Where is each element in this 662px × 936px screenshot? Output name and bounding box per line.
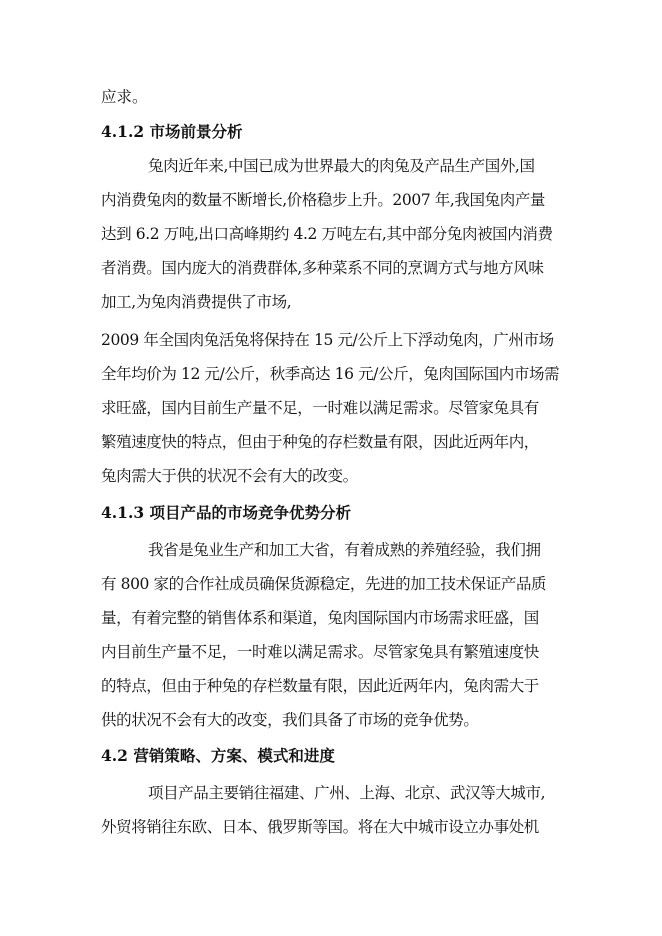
paragraph-line: 兔肉近年来,中国已成为世界最大的肉兔及产品生产国外,国: [148, 157, 535, 175]
paragraph-line: 量，有着完整的销售体系和渠道，兔肉国际国内市场需求旺盛，国: [101, 609, 539, 627]
paragraph-line: 内目前生产量不足，一时难以满足需求。尽管家兔具有繁殖速度快: [101, 643, 539, 661]
paragraph-line: 2009 年全国肉兔活兔将保持在 15 元/公斤上下浮动兔肉，广州市场: [101, 331, 554, 349]
paragraph-line: 项目产品主要销往福建、广州、上海、北京、武汉等大城市,: [148, 784, 546, 802]
paragraph-line: 我省是兔业生产和加工大省，有着成熟的养殖经验，我们拥: [148, 541, 541, 559]
paragraph-line: 求旺盛，国内目前生产量不足，一时难以满足需求。尽管家兔具有: [101, 399, 539, 417]
paragraph-line: 应求。: [101, 88, 148, 106]
paragraph-line: 达到 6.2 万吨,出口高峰期约 4.2 万吨左右,其中部分兔肉被国内消费: [101, 225, 553, 243]
paragraph-line: 全年均价为 12 元/公斤，秋季高达 16 元/公斤，兔肉国际国内市场需: [101, 365, 560, 383]
paragraph-line: 者消费。国内庞大的消费群体,多种菜系不同的烹调方式与地方风味: [101, 259, 544, 277]
paragraph-line: 内消费兔肉的数量不断增长,价格稳步上升。2007 年,我国兔肉产量: [101, 191, 546, 209]
paragraph-line: 的特点，但由于种兔的存栏数量有限，因此近两年内，兔肉需大于: [101, 677, 539, 695]
paragraph-line: 供的状况不会有大的改变，我们具备了市场的竞争优势。: [101, 711, 479, 729]
paragraph-line: 繁殖速度快的特点，但由于种兔的存栏数量有限，因此近两年内，: [101, 433, 539, 451]
section-heading-4-1-3: 4.1.3 项目产品的市场竞争优势分析: [101, 503, 352, 522]
paragraph-line: 兔肉需大于供的状况不会有大的改变。: [101, 467, 358, 485]
section-heading-4-2: 4.2 营销策略、方案、模式和进度: [101, 746, 335, 765]
paragraph-line: 外贸将销往东欧、日本、俄罗斯等国。将在大中城市设立办事处机: [101, 818, 539, 836]
paragraph-line: 有 800 家的合作社成员确保货源稳定，先进的加工技术保证产品质: [101, 575, 547, 593]
section-heading-4-1-2: 4.1.2 市场前景分析: [101, 122, 243, 141]
paragraph-line: 加工,为兔肉消费提供了市场,: [101, 293, 292, 311]
